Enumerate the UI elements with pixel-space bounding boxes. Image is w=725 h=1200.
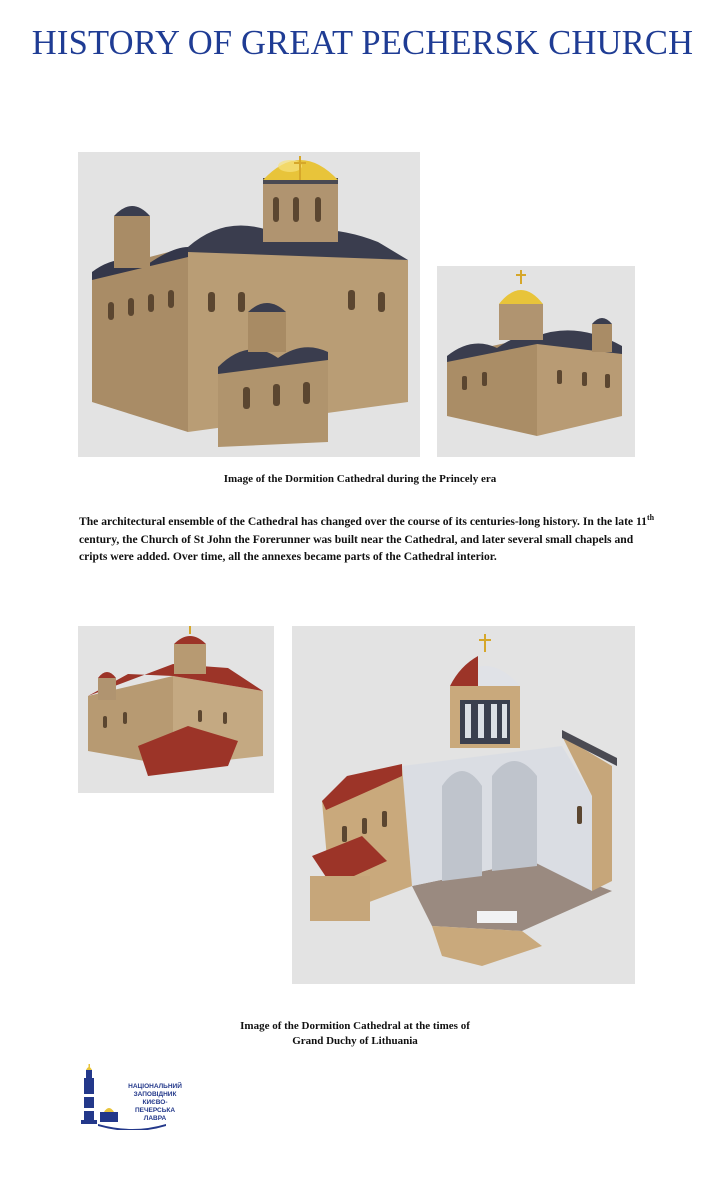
princely-cathedral-main-image	[78, 152, 420, 457]
lithuania-era-caption	[200, 1019, 510, 1049]
logo-line2: ЗАПОВІДНИК	[133, 1091, 177, 1098]
page-title: HISTORY OF GREAT PECHERSK CHURCH	[31, 24, 694, 62]
lavra-logo-text	[125, 1083, 185, 1123]
logo-line3: КИЄВО-ПЕЧЕРСЬКА	[134, 1099, 176, 1114]
lithuania-cathedral-small-image	[78, 626, 274, 793]
logo-line4: ЛАВРА	[143, 1115, 167, 1122]
lithuania-cathedral-cutaway-image	[292, 626, 635, 984]
princely-era-caption: Image of the Dormition Cathedral during the Princely era	[223, 473, 497, 485]
lithuania-caption-line1: Image of the Dormition Cathedral at the times of	[240, 1020, 470, 1032]
history-paragraph: The architectural ensemble of the Cathedral has changed over the course of its centuries-long history. In the late 11th century, the Church of St John the Forerunner was built near the Cathedral, and later several small chapels and cripts were added. Over time, all the annexes became parts of the Cathedral interior.	[79, 513, 655, 563]
princely-cathedral-side-image	[437, 266, 635, 457]
lithuania-caption-line2: Grand Duchy of Lithuania	[292, 1035, 418, 1047]
logo-line1: НАЦІОНАЛЬНИЙ	[128, 1083, 182, 1090]
